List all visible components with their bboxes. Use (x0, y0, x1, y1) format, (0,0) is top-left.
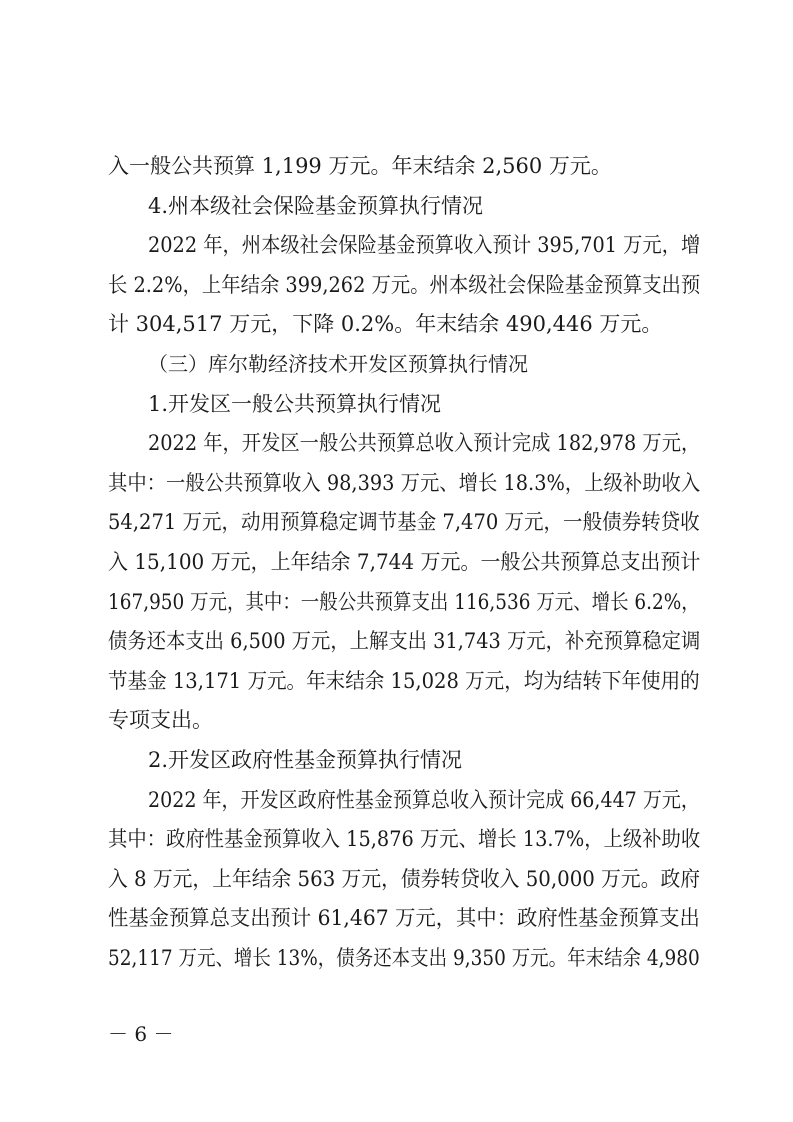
body-text-line: 52,117 万元、增长 13%，债务还本支出 9,350 万元。年末结余 4,980 (108, 946, 700, 970)
page-number: － 6 － (108, 1022, 174, 1046)
body-text-line: 入 8 万元，上年结余 563 万元，债券转贷收入 50,000 万元。政府 (108, 867, 701, 891)
subsection-heading: 1.开发区一般公共预算执行情况 (148, 392, 442, 416)
body-text-line: 计 304,517 万元，下降 0.2%。年末结余 490,446 万元。 (108, 312, 663, 336)
body-text-line: 债务还本支出 6,500 万元，上解支出 31,743 万元，补充预算稳定调 (108, 629, 701, 653)
subsection-heading: 2.开发区政府性基金预算执行情况 (148, 748, 463, 772)
body-text-line: 2022 年，开发区一般公共预算总收入预计完成 182,978 万元， (148, 431, 701, 455)
body-text-line: 入一般公共预算 1,199 万元。年末结余 2,560 万元。 (108, 154, 612, 178)
section-heading: （三）库尔勒经济技术开发区预算执行情况 (148, 352, 528, 376)
subsection-heading: 4.州本级社会保险基金预算执行情况 (148, 194, 484, 218)
body-text-line: 节基金 13,171 万元。年末结余 15,028 万元，均为结转下年使用的 (108, 669, 700, 693)
body-text-line: 其中：一般公共预算收入 98,393 万元、增长 18.3%，上级补助收入 (108, 471, 701, 495)
body-text-line: 2022 年，开发区政府性基金预算总收入预计完成 66,447 万元， (148, 788, 700, 812)
body-text-line: 167,950 万元，其中：一般公共预算支出 116,536 万元、增长 6.2%， (108, 590, 700, 614)
body-text-line: 入 15,100 万元，上年结余 7,744 万元。一般公共预算总支出预计 (108, 550, 701, 574)
body-text-line: 其中：政府性基金预算收入 15,876 万元、增长 13.7%，上级补助收 (108, 827, 701, 851)
body-text-line: 2022 年，州本级社会保险基金预算收入预计 395,701 万元，增 (148, 233, 701, 257)
body-text-line: 54,271 万元，动用预算稳定调节基金 7,470 万元，一般债券转贷收 (108, 510, 700, 534)
body-text-line: 性基金预算总支出预计 61,467 万元，其中：政府性基金预算支出 (108, 906, 700, 930)
body-text-line: 专项支出。 (108, 708, 213, 732)
body-text-line: 长 2.2%，上年结余 399,262 万元。州本级社会保险基金预算支出预 (108, 273, 701, 297)
